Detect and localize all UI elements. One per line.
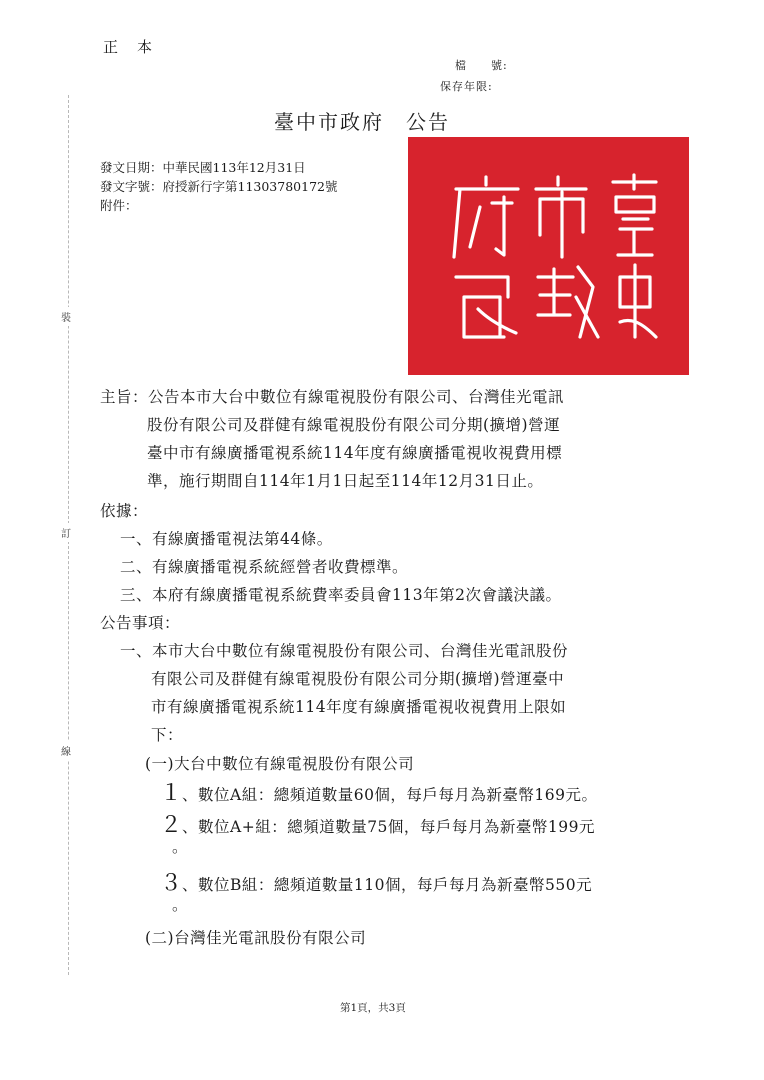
notice-item-1-line-2: 有限公司及群健有線電視股份有限公司分期(擴增)營運臺中 [151, 670, 565, 688]
plan-number: ２ [160, 813, 183, 838]
basis-heading: 依據： [100, 502, 149, 520]
plan-number: ３ [160, 871, 183, 896]
plan-number: １ [160, 781, 183, 806]
page-title: 臺中市政府 公告 [274, 110, 450, 134]
document-number: 發文字號：府授新行字第11303780172號 [100, 179, 338, 194]
binding-mark-ding: 訂 [61, 523, 71, 542]
basis-item-2: 二、有線廣播電視系統經營者收費標準。 [120, 558, 409, 576]
file-number-label: 檔 號: [455, 59, 508, 72]
plan-text: 、數位A+組：總頻道數量75個，每戶每月為新臺幣199元 [182, 818, 596, 836]
basis-item-3: 三、本府有線廣播電視系統費率委員會113年第2次會議決議。 [120, 586, 562, 604]
plan-item [160, 866, 592, 897]
copy-type: 正 本 [103, 38, 155, 56]
notice-heading: 公告事項： [100, 614, 181, 632]
plan-text: 、數位A組：總頻道數量60個，每戶每月為新臺幣169元。 [182, 786, 598, 804]
plan-item [160, 808, 595, 839]
plan-text: 、數位B組：總頻道數量110個，每戶每月為新臺幣550元 [182, 876, 593, 894]
plan-tail-period: 。 [172, 838, 189, 856]
retention-label: 保存年限: [440, 80, 493, 93]
official-seal [408, 137, 689, 375]
subject-line-2: 股份有限公司及群健有線電視股份有限公司分期(擴增)營運 [147, 416, 561, 434]
notice-item-1-line-3: 市有線廣播電視系統114年度有線廣播電視收視費用上限如 [151, 698, 567, 716]
binding-mark-zhuang: 裝 [61, 307, 71, 326]
issue-date: 發文日期：中華民國113年12月31日 [100, 160, 306, 175]
subject-line-3: 臺中市有線廣播電視系統114年度有線廣播電視收視費用標 [147, 444, 563, 462]
binding-mark-xian: 線 [61, 741, 71, 760]
plan-item [160, 776, 598, 807]
notice-item-1-line-1: 一、本市大台中數位有線電視股份有限公司、台灣佳光電訊股份 [120, 642, 569, 660]
seal-glyphs [408, 137, 689, 375]
basis-item-1: 一、有線廣播電視法第44條。 [120, 530, 333, 548]
notice-item-1-line-4: 下： [151, 726, 184, 744]
plan-tail-period: 。 [172, 896, 189, 914]
subsection-1-heading: (一)大台中數位有線電視股份有限公司 [145, 755, 415, 773]
attachment-label: 附件： [100, 198, 138, 213]
subject-line-4: 準，施行期間自114年1月1日起至114年12月31日止。 [147, 472, 544, 490]
page-footer: 第1頁，共3頁 [340, 1002, 406, 1014]
subsection-2-heading: (二)台灣佳光電訊股份有限公司 [145, 929, 367, 947]
subject-line-1: 主旨：公告本市大台中數位有線電視股份有限公司、台灣佳光電訊 [100, 388, 565, 406]
